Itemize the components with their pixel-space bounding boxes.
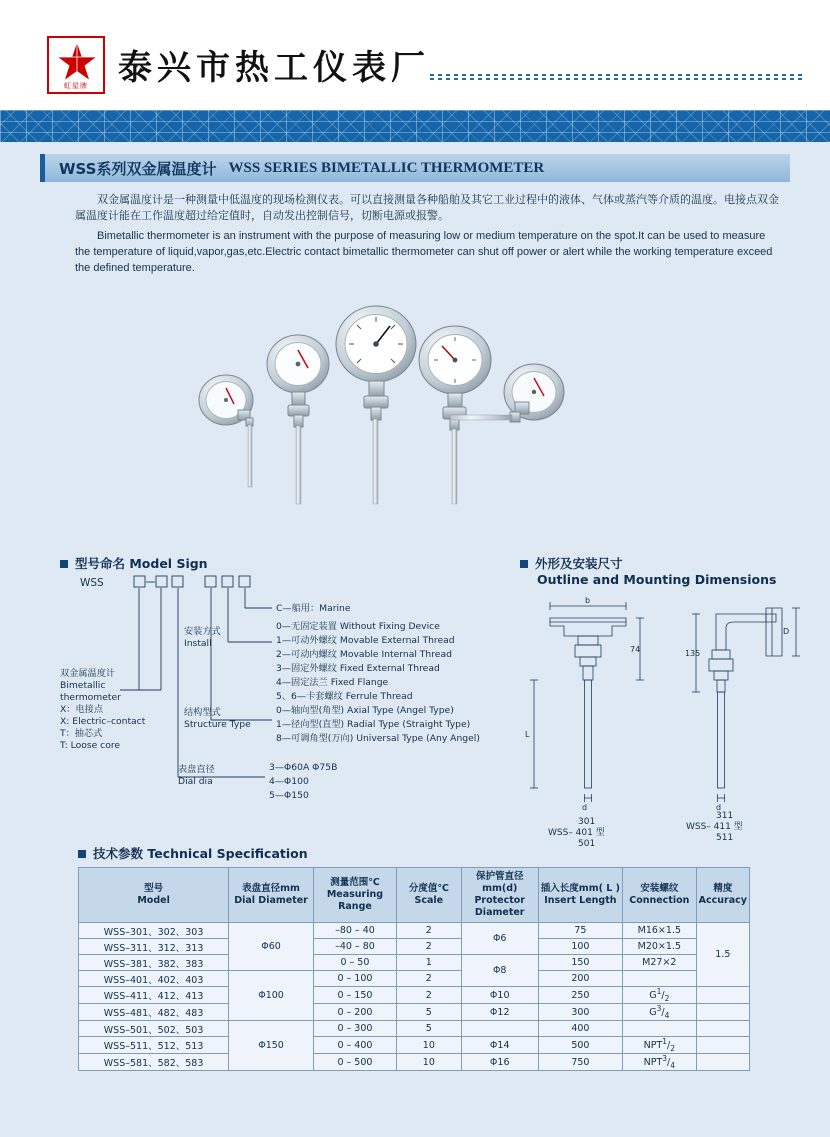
cell-dial-100: Φ100	[229, 971, 314, 1021]
legend-dial-1: 4—Φ100	[269, 776, 309, 787]
product-title-cn: WSS系列双金属温度计	[59, 159, 217, 178]
cell-protector-empty	[461, 1021, 538, 1037]
legend-structure-2: 8—可调角型(万向) Universal Type (Any Angel)	[276, 733, 480, 744]
table-row	[79, 1037, 750, 1054]
bullet-square-icon-3	[78, 850, 86, 858]
cell-insert: 300	[538, 1004, 622, 1021]
cell-insert: 250	[538, 987, 622, 1004]
cell-model: WSS–311、312、313	[79, 939, 229, 955]
legend-install-title-cn: 安装方式	[184, 626, 221, 637]
cell-connection-empty	[623, 971, 697, 987]
cell-accuracy: 1.5	[696, 923, 749, 987]
legend-install-3: 3—固定外螺纹 Fixed External Thread	[276, 663, 440, 674]
table-row	[79, 1054, 750, 1071]
intro-paragraph-en	[75, 228, 780, 276]
cell-connection: M20×1.5	[623, 939, 697, 955]
thermometer-unit-3	[336, 306, 416, 504]
cell-range: –80 – 40	[313, 923, 396, 939]
legend-structure-1: 1—径向型(直型) Radial Type (Straight Type)	[276, 719, 471, 730]
legend-structure-title-cn: 结构型式	[184, 707, 221, 718]
dim-label-L: L	[525, 730, 530, 739]
cell-range: –40 – 80	[313, 939, 396, 955]
th-scale: 分度值℃ Scale	[396, 868, 461, 923]
cell-scale: 10	[396, 1037, 461, 1054]
table-row	[79, 923, 750, 939]
table-row	[79, 987, 750, 1004]
product-title-en: WSS SERIES BIMETALLIC THERMOMETER	[228, 159, 545, 176]
legend-type-5: T：抽芯式	[60, 728, 103, 739]
specification-table	[78, 867, 750, 1071]
cell-range: 0 – 400	[313, 1037, 396, 1054]
product-photo-group	[180, 292, 650, 542]
th-insert-length: 插入长度mm( L ) Insert Length	[538, 868, 622, 923]
legend-install-4: 4—固定法兰 Fixed Flange	[276, 677, 389, 688]
cell-scale: 5	[396, 1004, 461, 1021]
cell-connection: M27×2	[623, 955, 697, 971]
outline-left-label-top: 301	[578, 817, 596, 827]
cell-model: WSS–481、482、483	[79, 1004, 229, 1021]
cell-scale: 1	[396, 955, 461, 971]
cell-range: 0 – 500	[313, 1054, 396, 1071]
decorative-blue-band	[0, 110, 830, 142]
cell-protector-8: Φ8	[461, 955, 538, 987]
section-header-outline-en: Outline and Mounting Dimensions	[537, 572, 777, 587]
th-measuring-range: 测量范围℃ Measuring Range	[313, 868, 396, 923]
cell-insert: 150	[538, 955, 622, 971]
bullet-square-icon	[60, 560, 68, 568]
cell-scale: 10	[396, 1054, 461, 1071]
legend-install-5: 5、6—卡套螺纹 Ferrule Thread	[276, 691, 413, 702]
legend-dial-2: 5—Φ150	[269, 790, 309, 801]
cell-model: WSS–501、502、503	[79, 1021, 229, 1037]
intro-paragraph-cn	[75, 192, 780, 224]
legend-install-title-en: Install	[184, 638, 212, 649]
th-accuracy: 精度 Accuracy	[696, 868, 749, 923]
brand-mark-label: 虹星牌	[64, 83, 88, 90]
company-name: 泰兴市热工仪表厂	[118, 48, 430, 88]
dim-label-74: 74	[630, 645, 641, 654]
cell-scale: 2	[396, 971, 461, 987]
model-sign-diagram	[60, 572, 480, 822]
product-title-bar	[40, 154, 790, 182]
intro-cn-text: 双金属温度计是一种测量中低温度的现场检测仪表。可以直接测量各种船舶及其它工业过程中的液体、气体或蒸汽等介质的温度。电接点双金属温度计能在工作温度超过给定值时，自动发出控制信号，切断电源或报警。	[75, 193, 779, 222]
legend-structure-title-en: Structure Type	[184, 719, 251, 730]
cell-model: WSS–511、512、513	[79, 1037, 229, 1054]
th-protector-diameter: 保护管直径mm(d) Protector Diameter	[461, 868, 538, 923]
legend-install-0: 0—无固定装置 Without Fixing Device	[276, 621, 440, 632]
outline-right-label-top: 311	[716, 811, 734, 821]
cell-model: WSS–411、412、413	[79, 987, 229, 1004]
legend-install-1: 1—可动外螺纹 Movable External Thread	[276, 635, 455, 646]
legend-marine: C—船用：Marine	[276, 603, 351, 614]
th-connection: 安装螺纹 Connection	[623, 868, 697, 923]
cell-protector-10: Φ10	[461, 987, 538, 1004]
cell-model: WSS–381、382、383	[79, 955, 229, 971]
dim-label-d: d	[582, 803, 588, 812]
legend-type-4: X: Electric–contact	[60, 716, 146, 727]
legend-type-6: T: Loose core	[60, 740, 121, 751]
cell-range: 0 – 50	[313, 955, 396, 971]
dim-label-135: 135	[685, 649, 701, 658]
cell-dial-60: Φ60	[229, 923, 314, 971]
outline-left-label: WSS– 401 型	[548, 828, 605, 838]
legend-type-3: X：电接点	[60, 704, 104, 715]
cell-scale: 5	[396, 1021, 461, 1037]
table-row	[79, 939, 750, 955]
cell-accuracy-empty	[696, 1004, 749, 1021]
cell-accuracy-empty	[696, 987, 749, 1004]
cell-insert: 100	[538, 939, 622, 955]
cell-insert: 200	[538, 971, 622, 987]
page-body	[0, 142, 830, 1137]
cell-accuracy-empty	[696, 1054, 749, 1071]
cell-insert: 75	[538, 923, 622, 939]
outline-right-label-bottom: 511	[716, 833, 734, 843]
section-header-spec: 技术参数 Technical Specification	[78, 844, 308, 862]
table-row	[79, 955, 750, 971]
thermometer-unit-1	[199, 375, 253, 487]
red-star-logo-icon	[53, 40, 101, 80]
cell-scale: 2	[396, 939, 461, 955]
legend-structure-0: 0—轴向型(角型) Axial Type (Angel Type)	[276, 705, 454, 716]
cell-insert: 400	[538, 1021, 622, 1037]
intro-en-text: Bimetallic thermometer is an instrument with the purpose of measuring low or medium temperature on the spot.It can be used to measure the temperature of liquid,vapor,gas,etc.Electric contact bimetallic thermometer can shut off power or alert while the working temperature exceed the defined temperature.	[75, 230, 773, 274]
cell-range: 0 – 150	[313, 987, 396, 1004]
cell-protector-6: Φ6	[461, 923, 538, 955]
cell-range: 0 – 100	[313, 971, 396, 987]
cell-accuracy-empty	[696, 1021, 749, 1037]
cell-model: WSS–581、582、583	[79, 1054, 229, 1071]
cell-protector-12: Φ12	[461, 1004, 538, 1021]
legend-type-1: Bimetallic	[60, 680, 106, 691]
legend-install-2: 2—可动内螺纹 Movable Internal Thread	[276, 649, 452, 660]
legend-dial-0: 3—Φ60A Φ75B	[269, 762, 338, 773]
cell-connection: M16×1.5	[623, 923, 697, 939]
table-row	[79, 1004, 750, 1021]
legend-dial-title-en: Dial dia	[178, 776, 213, 787]
cell-connection-empty	[623, 1021, 697, 1037]
table-header-row	[79, 868, 750, 923]
outline-dimension-drawing	[520, 592, 820, 852]
section-header-model-sign: 型号命名 Model Sign	[60, 554, 208, 572]
dim-label-b: b	[585, 596, 591, 605]
bullet-square-icon-2	[520, 560, 528, 568]
table-row	[79, 1021, 750, 1037]
table-row	[79, 971, 750, 987]
cell-protector-14: Φ14	[461, 1037, 538, 1054]
cell-connection-npt34: $NPT^3/_4$	[623, 1054, 697, 1071]
outline-left-label-bottom: 501	[578, 839, 596, 849]
cell-connection-g34: $G^3/_4$	[623, 1004, 697, 1021]
section-header-outline-cn: 外形及安装尺寸	[520, 554, 623, 572]
th-model: 型号 Model	[79, 868, 229, 923]
cell-range: 0 – 200	[313, 1004, 396, 1021]
cell-protector-16: Φ16	[461, 1054, 538, 1071]
cell-model: WSS–301、302、303	[79, 923, 229, 939]
header-dotted-rule	[430, 70, 805, 82]
company-logo	[47, 36, 105, 94]
cell-connection-g12: $G^1/_2$	[623, 987, 697, 1004]
th-dial-diameter: 表盘直径mm Dial Diameter	[229, 868, 314, 923]
cell-connection-npt12: $NPT^1/_2$	[623, 1037, 697, 1054]
thermometer-unit-2	[267, 335, 329, 504]
cell-range: 0 – 300	[313, 1021, 396, 1037]
model-code-wss: WSS	[80, 577, 104, 589]
cell-scale: 2	[396, 923, 461, 939]
cell-scale: 2	[396, 987, 461, 1004]
outline-right-label: WSS– 411 型	[686, 822, 743, 832]
legend-type-2: thermometer	[60, 692, 121, 703]
cell-accuracy-empty	[696, 1037, 749, 1054]
cell-insert: 750	[538, 1054, 622, 1071]
legend-dial-title-cn: 表盘直径	[178, 764, 215, 775]
legend-type-0: 双金属温度计	[60, 668, 116, 679]
cell-insert: 500	[538, 1037, 622, 1054]
cell-dial-150: Φ150	[229, 1021, 314, 1071]
dim-label-D: D	[783, 627, 790, 636]
cell-model: WSS–401、402、403	[79, 971, 229, 987]
dim-label-d-2: d	[716, 803, 722, 812]
page-header	[0, 0, 830, 110]
